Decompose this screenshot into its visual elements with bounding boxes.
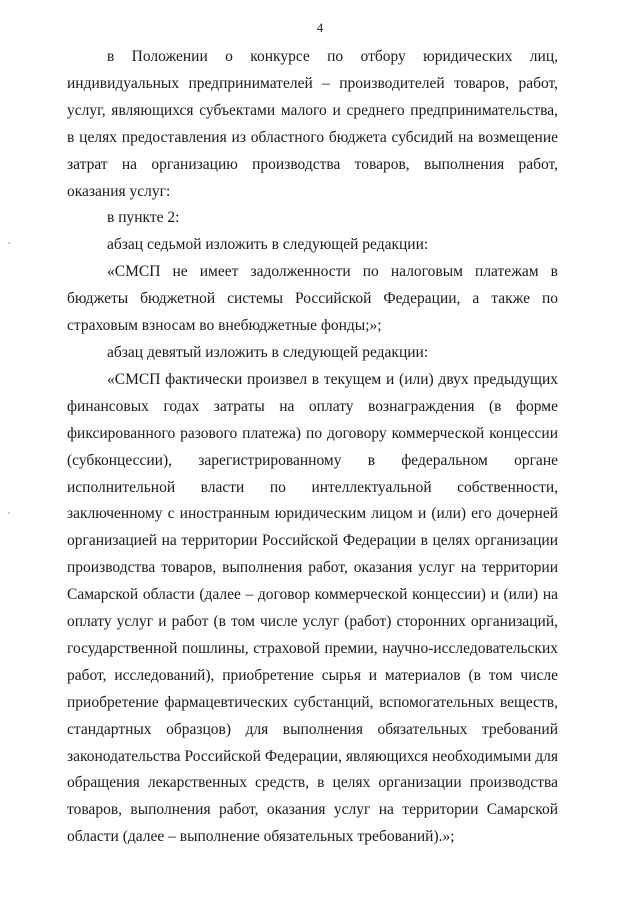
paragraph-ninth-para-instruction: абзац девятый изложить в следующей редакции: (107, 343, 429, 361)
paragraph-seventh-para-instruction: абзац седьмой изложить в следующей редакции: (107, 236, 429, 254)
page-number: 4 (316, 20, 324, 35)
scan-artifact (8, 242, 10, 244)
document-body (67, 44, 558, 851)
paragraph-seventh-para-text: «СМСП не имеет задолженности по налоговым платежам в бюджеты бюджетной системы Российской Федерации, а также по страховым взносам во внебюджетные фонды;»; (67, 263, 558, 335)
paragraph-ninth-para-text: «СМСП фактически произвел в текущем и (или) двух предыдущих финансовых годах затраты на оплату вознаграждения (в форме фиксированного разового платежа) по договору коммерческой концессии (субконцессии), зарегистрированному в федеральном органе исполнительной власти по интеллектуальной собственности, заключенному с иностранным юридическим лицом и (или) его дочерней организацией на территории Российской Федерации в целях организации производства товаров, выполнения работ, оказания услуг на территории Самарской области (далее – договор коммерческой концессии) и (или) на оплату услуг и работ (в том числе услуг (работ) сторонних организаций, государственной пошлины, страховой премии, научно-исследовательских работ, исследований), приобретение сырья и материалов (в том числе приобретение фармацевтических субстанций, вспомогательных веществ, стандартных образцов) для выполнения обязательных требований законодательства Российской Федерации, являющихся необходимыми для обращения лекарственных средств, в целях организации производства товаров, выполнения работ, оказания услуг на территории Самарской области (далее – выполнение обязательных требований).»; (67, 370, 558, 846)
paragraph-clause-2: в пункте 2: (107, 209, 180, 227)
scan-artifact (8, 512, 10, 514)
paragraph-regulation-amendment: в Положении о конкурсе по отбору юридических лиц, индивидуальных предпринимателей – производителей товаров, работ, услуг, являющихся субъектами малого и среднего предпринимательства, в целях предоставления из областного бюджета субсидий на возмещение затрат на организацию производства товаров, выполнения работ, оказания услуг: (67, 48, 558, 200)
